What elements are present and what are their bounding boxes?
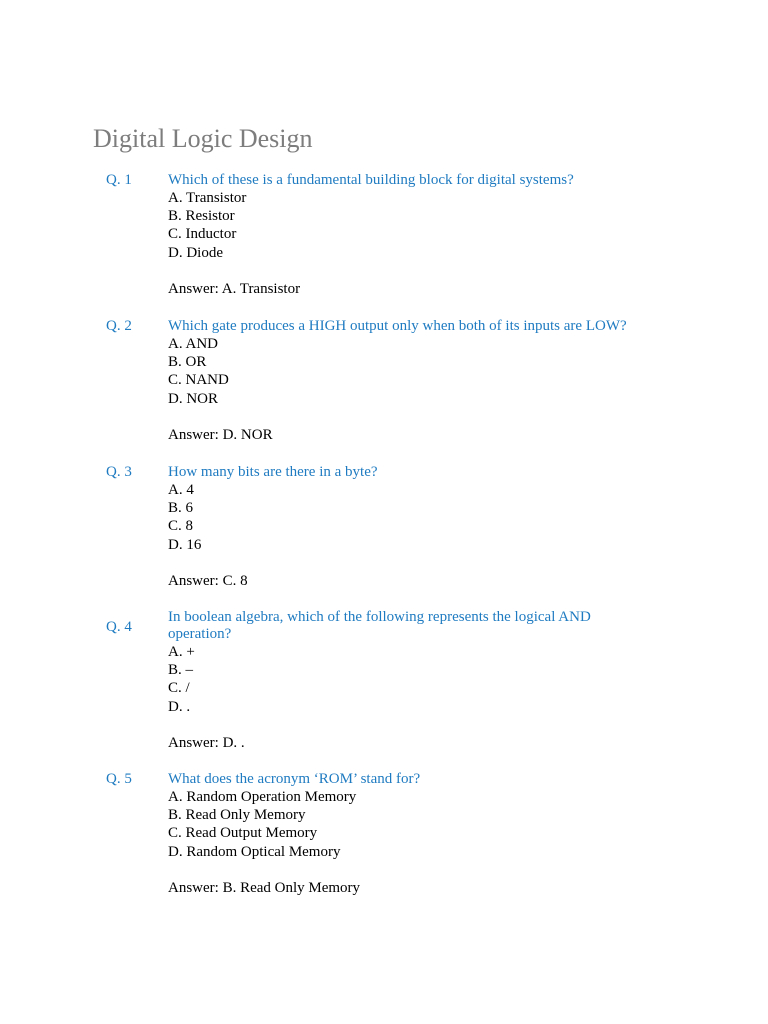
option-list xyxy=(168,788,648,861)
question-body xyxy=(168,609,613,752)
question-number: Q. 3 xyxy=(106,464,132,480)
option-a: A. + xyxy=(168,644,195,660)
option-b: B. – xyxy=(168,662,194,679)
answer-text: Answer: D. NOR xyxy=(168,426,273,443)
answer-text: Answer: A. Transistor xyxy=(168,280,301,297)
document-title: Digital Logic Design xyxy=(93,124,313,153)
option-list xyxy=(168,335,668,408)
answer-text: Answer: D. . xyxy=(168,734,245,751)
option-b: B. OR xyxy=(168,354,207,371)
option-a: A. Transistor xyxy=(168,190,247,206)
option-c: C. / xyxy=(168,680,190,697)
option-d: D. 16 xyxy=(168,536,202,553)
option-list xyxy=(168,189,648,262)
option-list xyxy=(168,481,648,554)
option-b: B. Read Only Memory xyxy=(168,807,306,824)
option-c: C. NAND xyxy=(168,372,229,389)
question-body xyxy=(168,171,648,298)
option-b: B. Resistor xyxy=(168,208,235,225)
option-c: C. Read Output Memory xyxy=(168,825,318,842)
option-b: B. 6 xyxy=(168,500,194,517)
question-body xyxy=(168,317,668,444)
option-c: C. 8 xyxy=(168,518,194,535)
answer-text: Answer: B. Read Only Memory xyxy=(168,879,361,896)
question-number: Q. 4 xyxy=(106,619,132,635)
option-a: A. Random Operation Memory xyxy=(168,789,357,805)
option-d: D. Random Optical Memory xyxy=(168,843,341,860)
question-text: In boolean algebra, which of the following represents the logical AND operation? xyxy=(168,609,591,642)
option-d: D. . xyxy=(168,698,191,715)
question-number: Q. 2 xyxy=(106,318,132,334)
question-text: Which of these is a fundamental building block for digital systems? xyxy=(168,172,574,188)
question-number: Q. 1 xyxy=(106,172,132,188)
question-number: Q. 5 xyxy=(106,771,132,787)
option-a: A. AND xyxy=(168,336,219,352)
option-list xyxy=(168,643,613,716)
option-a: A. 4 xyxy=(168,482,194,498)
question-text: Which gate produces a HIGH output only when both of its inputs are LOW? xyxy=(168,318,627,334)
option-c: C. Inductor xyxy=(168,226,237,243)
question-text: What does the acronym ‘ROM’ stand for? xyxy=(168,771,421,787)
question-body xyxy=(168,770,648,897)
option-d: D. Diode xyxy=(168,244,223,261)
answer-text: Answer: C. 8 xyxy=(168,572,248,589)
question-body xyxy=(168,463,648,590)
option-d: D. NOR xyxy=(168,390,219,407)
question-text: How many bits are there in a byte? xyxy=(168,464,378,480)
